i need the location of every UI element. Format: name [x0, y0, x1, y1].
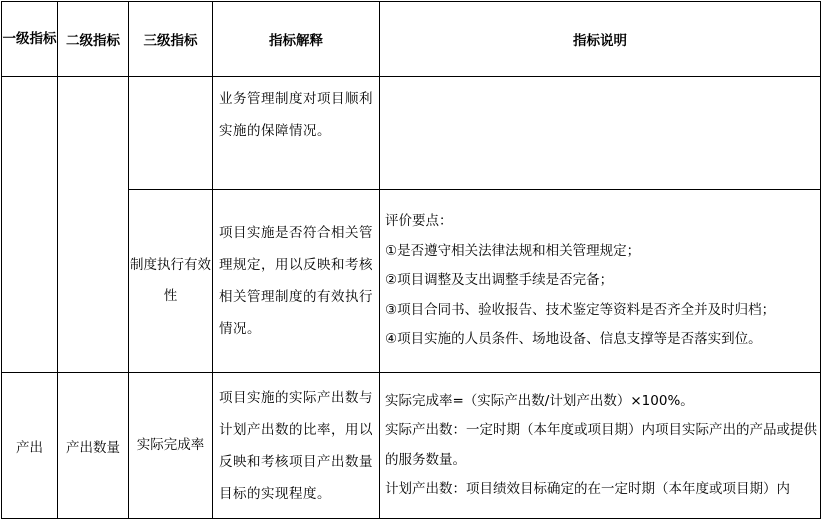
- header-row: [2, 2, 821, 77]
- description-line: ③项目合同书、验收报告、技术鉴定等资料是否齐全并及时归档；: [385, 301, 776, 318]
- table-row: [2, 373, 821, 519]
- description-line: 实际产出数：一定时期（本年度或项目期）内项目实际产出的产品或提供的服务数量。: [385, 422, 817, 468]
- header-level1: 一级指标: [2, 2, 58, 77]
- description-cell: [380, 373, 821, 519]
- description-line: ②项目调整及支出调整手续是否完备；: [385, 272, 614, 289]
- level3-cell: 实际完成率: [129, 373, 213, 519]
- header-level2: 二级指标: [58, 2, 129, 77]
- description-cell: [380, 190, 821, 373]
- level3-cell: 制度执行有效性: [129, 190, 213, 373]
- header-level3: 三级指标: [129, 2, 213, 77]
- table-row: [2, 77, 821, 190]
- description-line: 计划产出数：项目绩效目标确定的在一定时期（本年度或项目期）内: [385, 481, 790, 497]
- level2-cell: [58, 77, 129, 373]
- description-line: 评价要点：: [385, 213, 453, 230]
- header-description: 指标说明: [380, 2, 821, 77]
- level3-cell: [129, 77, 213, 190]
- explanation-cell: 业务管理制度对项目顺利实施的保障情况。: [213, 77, 380, 190]
- level2-cell: 产出数量: [58, 373, 129, 519]
- description-line: 实际完成率=（实际产出数/计划产出数）×100%。: [385, 392, 694, 409]
- level1-cell: [2, 77, 58, 373]
- explanation-cell: 项目实施是否符合相关管理规定，用以反映和考核相关管理制度的有效执行情况。: [213, 190, 380, 373]
- description-line: ④项目实施的人员条件、场地设备、信息支撑等是否落实到位。: [385, 331, 762, 348]
- level1-cell: 产出: [2, 373, 58, 519]
- description-line: ①是否遵守相关法律法规和相关管理规定；: [385, 242, 641, 259]
- indicator-table: [1, 1, 821, 519]
- explanation-cell: 项目实施的实际产出数与计划产出数的比率，用以反映和考核项目产出数量目标的实现程度。: [213, 373, 380, 519]
- header-explanation: 指标解释: [213, 2, 380, 77]
- description-cell: [380, 77, 821, 190]
